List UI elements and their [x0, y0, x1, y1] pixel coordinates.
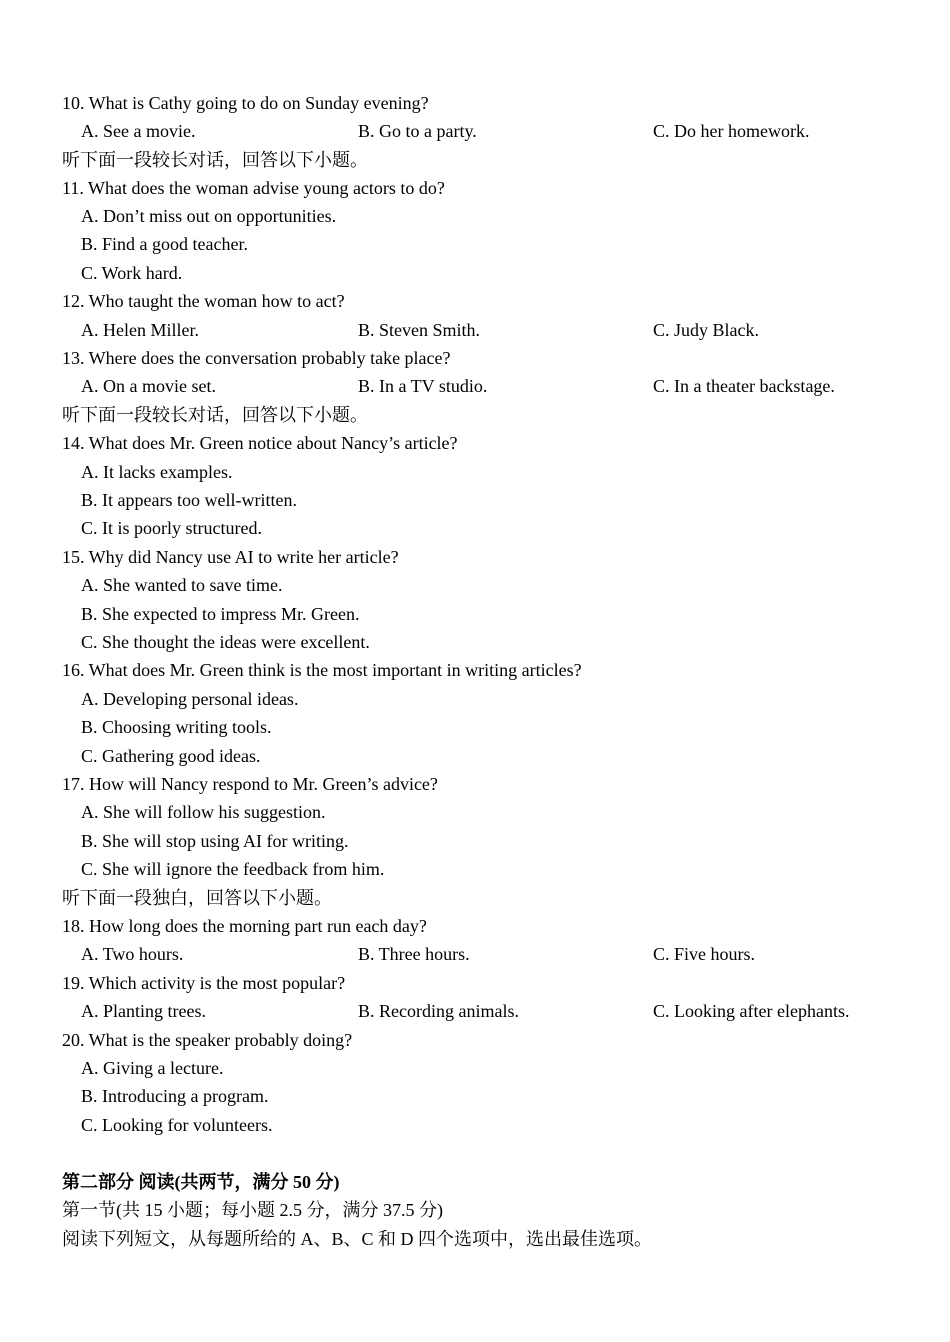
- question-17-option-b: B. She will stop using AI for writing.: [81, 831, 349, 851]
- question-12-option-c: C. Judy Black.: [653, 320, 759, 340]
- question-15-option-b: B. She expected to impress Mr. Green.: [81, 604, 360, 624]
- question-12-option-a: A. Helen Miller.: [81, 320, 199, 340]
- question-15-option-a: A. She wanted to save time.: [81, 575, 283, 595]
- instruction-long-dialogue-1: 听下面一段较长对话，回答以下小题。: [62, 150, 368, 170]
- question-18-option-c: C. Five hours.: [653, 944, 756, 964]
- question-20-stem: 20. What is the speaker probably doing?: [62, 1030, 353, 1050]
- question-19-option-b: B. Recording animals.: [358, 1001, 519, 1021]
- question-10-stem: 10. What is Cathy going to do on Sunday evening?: [62, 93, 429, 113]
- instruction-long-dialogue-2: 听下面一段较长对话，回答以下小题。: [62, 405, 368, 425]
- question-14-stem: 14. What does Mr. Green notice about Nancy’s article?: [62, 433, 458, 453]
- question-19-option-a: A. Planting trees.: [81, 1001, 206, 1021]
- question-11-stem: 11. What does the woman advise young actors to do?: [62, 178, 445, 198]
- question-19-stem: 19. Which activity is the most popular?: [62, 973, 346, 993]
- question-20-option-a: A. Giving a lecture.: [81, 1058, 224, 1078]
- question-17-option-a: A. She will follow his suggestion.: [81, 802, 326, 822]
- question-18-stem: 18. How long does the morning part run each day?: [62, 916, 427, 936]
- question-13-option-a: A. On a movie set.: [81, 376, 216, 396]
- part-2-heading: 第二部分 阅读(共两节，满分 50 分): [62, 1172, 340, 1192]
- question-11-option-b: B. Find a good teacher.: [81, 234, 248, 254]
- question-14-option-b: B. It appears too well-written.: [81, 490, 297, 510]
- question-13-option-c: C. In a theater backstage.: [653, 376, 835, 396]
- question-13-stem: 13. Where does the conversation probably take place?: [62, 348, 451, 368]
- question-10-option-b: B. Go to a party.: [358, 121, 477, 141]
- part-2-instruction: 阅读下列短文，从每题所给的 A、B、C 和 D 四个选项中，选出最佳选项。: [62, 1229, 653, 1249]
- question-11-option-a: A. Don’t miss out on opportunities.: [81, 206, 337, 226]
- question-16-stem: 16. What does Mr. Green think is the most important in writing articles?: [62, 660, 582, 680]
- question-16-option-a: A. Developing personal ideas.: [81, 689, 299, 709]
- question-16-option-c: C. Gathering good ideas.: [81, 746, 261, 766]
- question-14-option-c: C. It is poorly structured.: [81, 518, 262, 538]
- part-2-section-1-heading: 第一节(共 15 小题；每小题 2.5 分，满分 37.5 分): [62, 1200, 443, 1220]
- question-17-option-c: C. She will ignore the feedback from him.: [81, 859, 385, 879]
- question-10-option-c: C. Do her homework.: [653, 121, 810, 141]
- question-12-option-b: B. Steven Smith.: [358, 320, 481, 340]
- question-18-option-a: A. Two hours.: [81, 944, 184, 964]
- question-11-option-c: C. Work hard.: [81, 263, 183, 283]
- question-18-option-b: B. Three hours.: [358, 944, 470, 964]
- question-20-option-b: B. Introducing a program.: [81, 1086, 269, 1106]
- question-17-stem: 17. How will Nancy respond to Mr. Green’s advice?: [62, 774, 438, 794]
- question-14-option-a: A. It lacks examples.: [81, 462, 233, 482]
- question-20-option-c: C. Looking for volunteers.: [81, 1115, 273, 1135]
- question-15-option-c: C. She thought the ideas were excellent.: [81, 632, 370, 652]
- question-15-stem: 15. Why did Nancy use AI to write her article?: [62, 547, 399, 567]
- question-19-option-c: C. Looking after elephants.: [653, 1001, 850, 1021]
- question-16-option-b: B. Choosing writing tools.: [81, 717, 272, 737]
- question-13-option-b: B. In a TV studio.: [358, 376, 488, 396]
- instruction-monologue: 听下面一段独白，回答以下小题。: [62, 888, 332, 908]
- question-10-option-a: A. See a movie.: [81, 121, 196, 141]
- question-12-stem: 12. Who taught the woman how to act?: [62, 291, 345, 311]
